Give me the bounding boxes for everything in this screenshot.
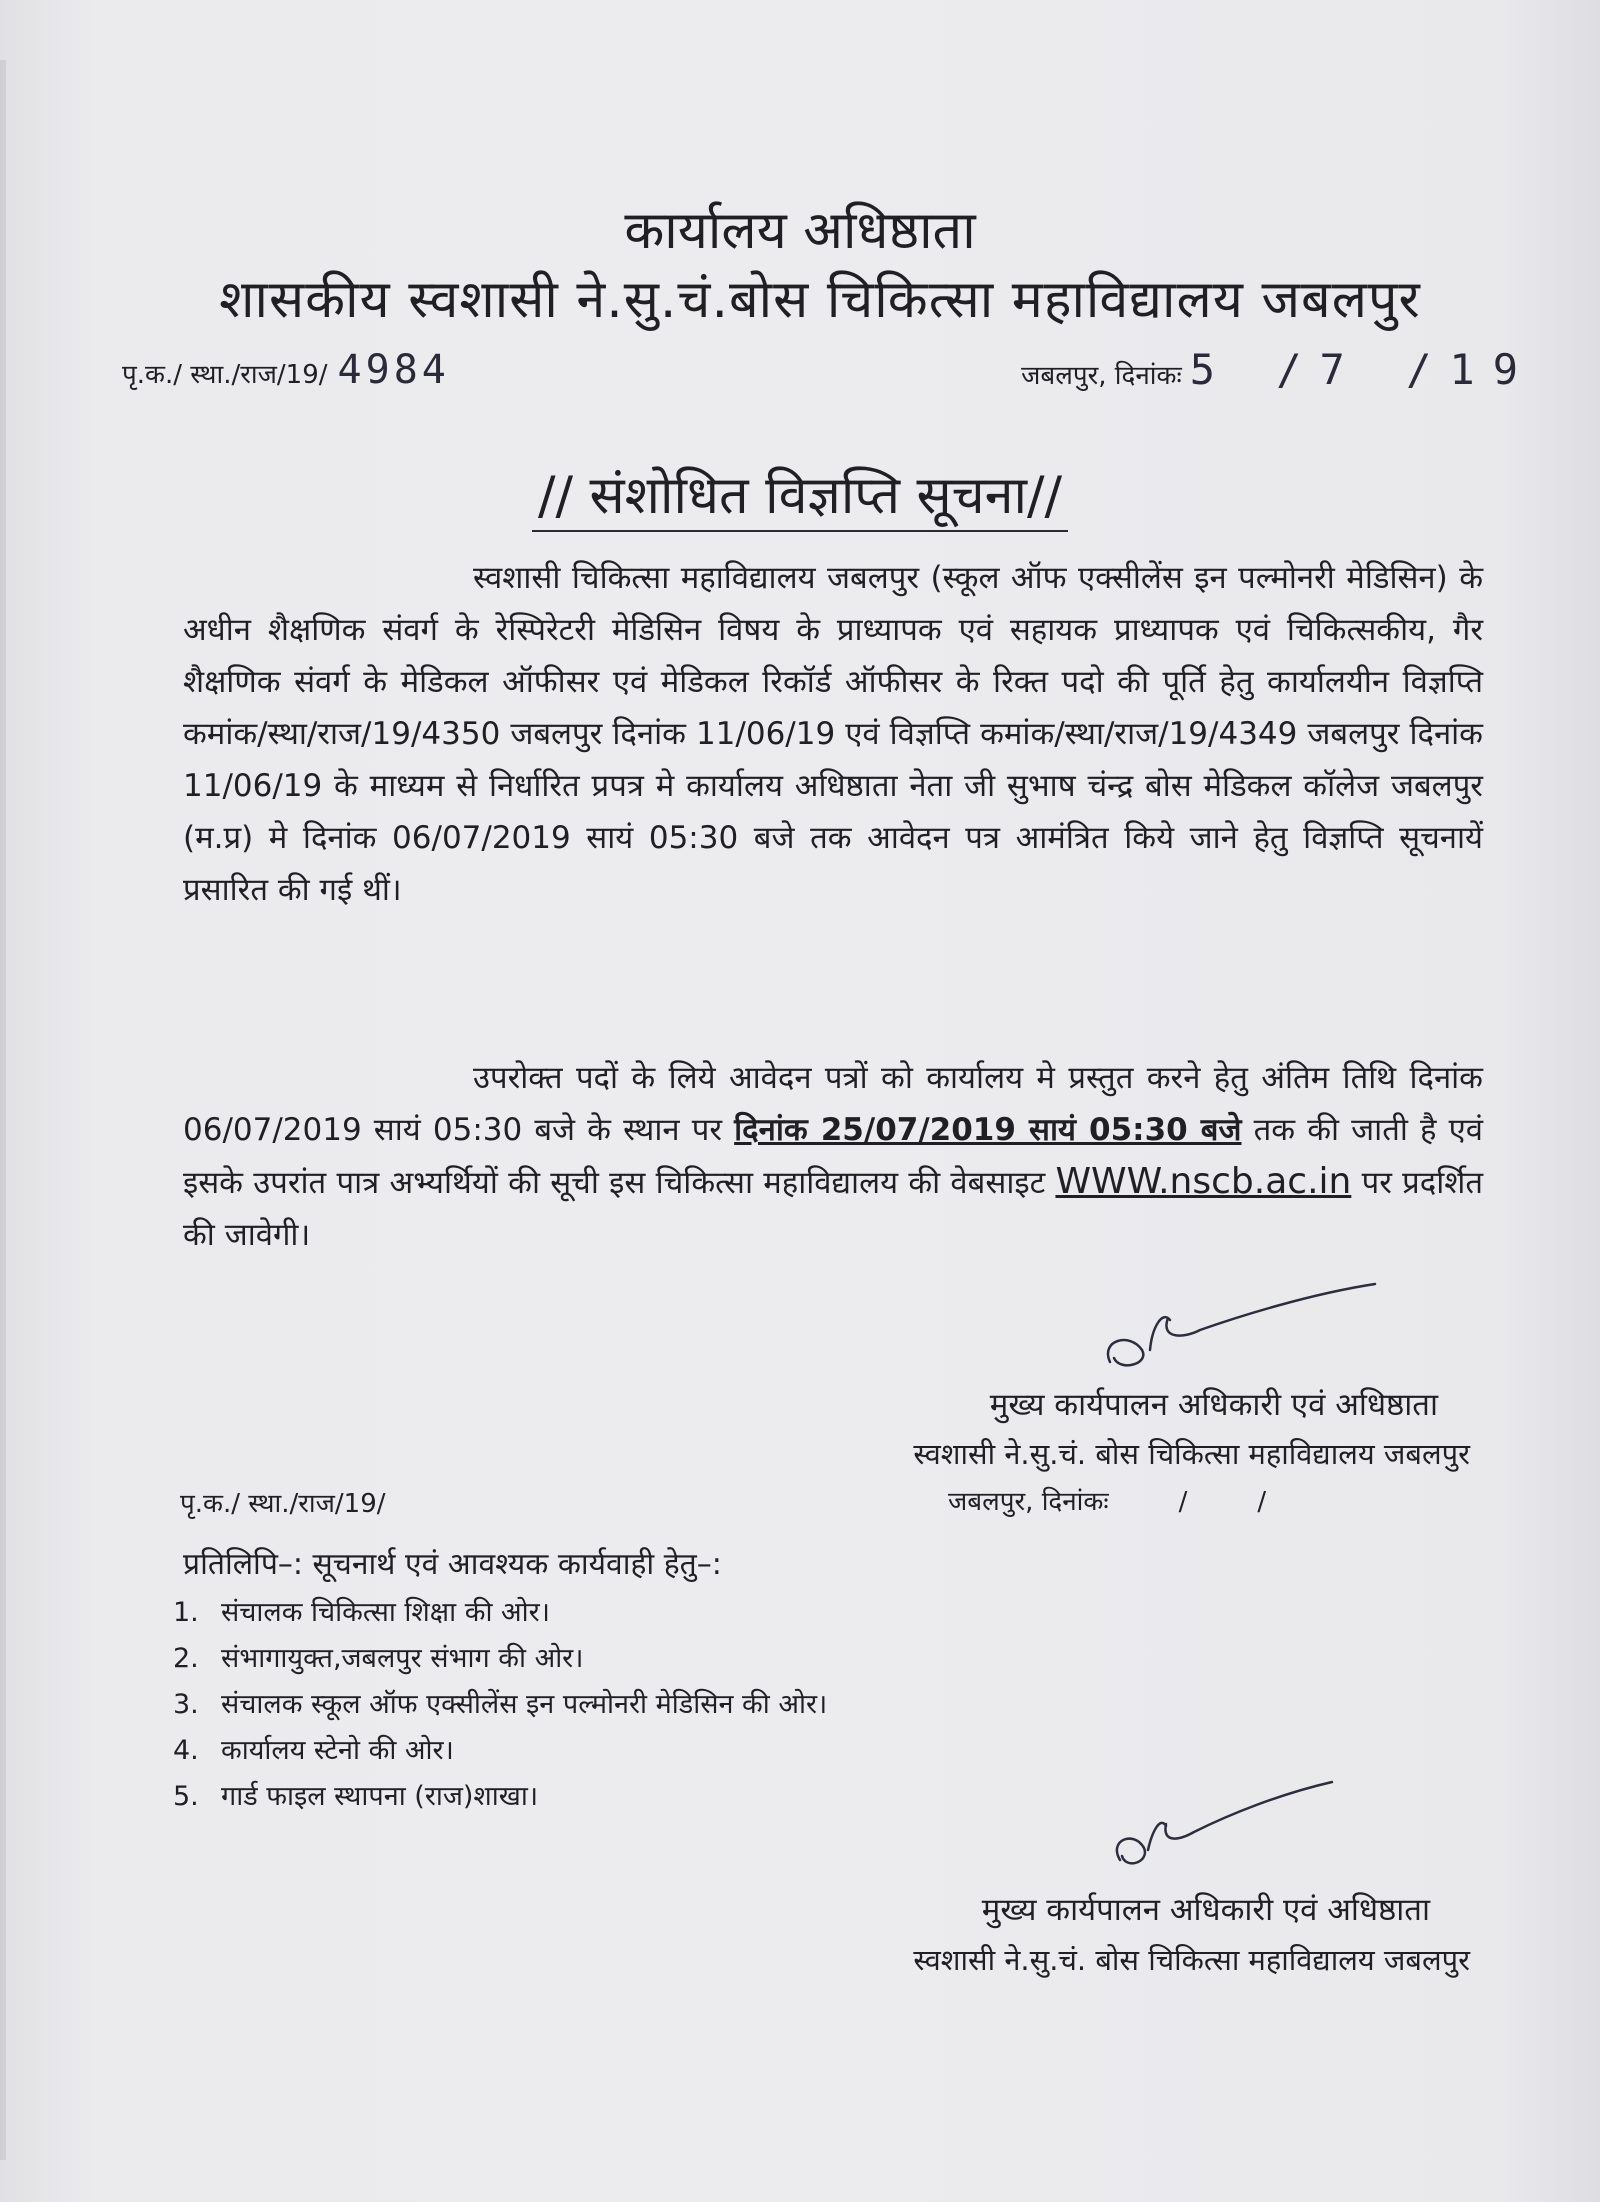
signatory-institution-1: स्वशासी ने.सु.चं. बोस चिकित्सा महाविद्यालय जबलपुर (913, 1437, 1470, 1471)
list-number: 5. (173, 1781, 199, 1812)
office-title: कार्यालय अधिष्ठाता (624, 201, 976, 261)
list-text: गार्ड फाइल स्थापना (राज)शाखा। (221, 1781, 539, 1812)
copy-date (948, 1482, 1266, 1518)
reference-number (122, 347, 450, 393)
list-text: संभागायुक्त,जबलपुर संभाग की ओर। (221, 1643, 584, 1674)
copy-recipients-list (173, 1590, 827, 1820)
copy-heading-bold: प्रतिलिपि (183, 1547, 278, 1582)
signatory-designation-2: मुख्य कार्यपालन अधिकारी एवं अधिष्ठाता (981, 1892, 1430, 1928)
para2-text-b: तक की जाती है एवं इसके उपरांत पात्र अभ्यर्थियों की सूची इस चिकित्सा महाविद्यालय की वेबसाइट (183, 1112, 1484, 1201)
list-item (173, 1774, 827, 1820)
subject-text: // संशोधित विज्ञप्ति सूचना// (532, 466, 1068, 532)
scan-edge (0, 60, 6, 2160)
list-number: 2. (173, 1643, 199, 1674)
list-item (173, 1728, 827, 1774)
list-text: संचालक स्कूल ऑफ एक्सीलेंस इन पल्मोनरी मेडिसिन की ओर। (221, 1689, 828, 1720)
institution-title: शासकीय स्वशासी ने.सु.चं.बोस चिकित्सा महाविद्यालय जबलपुर (219, 270, 1421, 330)
issue-date (1021, 345, 1536, 394)
list-text: कार्यालय स्टेनो की ओर। (221, 1735, 454, 1766)
body-paragraph-2 (183, 1052, 1483, 1261)
signature-2-icon (1100, 1780, 1340, 1890)
body-paragraph-1 (183, 552, 1483, 916)
handwritten-ref-number: 4984 (337, 347, 450, 393)
para2-text-c: पर प्रदर्शित की जावेगी। (183, 1165, 1484, 1253)
list-item (173, 1682, 827, 1728)
copy-date-slash-2: / (1257, 1487, 1267, 1517)
list-item (173, 1636, 827, 1682)
signatory-designation-1: मुख्य कार्यपालन अधिकारी एवं अधिष्ठाता (989, 1387, 1438, 1423)
list-number: 3. (173, 1689, 199, 1720)
reference-prefix: पृ.क./ स्था./राज/19/ (122, 360, 328, 390)
copy-reference-number: पृ.क./ स्था./राज/19/ (180, 1489, 386, 1519)
list-text: संचालक चिकित्सा शिक्षा की ओर। (221, 1597, 550, 1628)
website-link[interactable]: WWW.nscb.ac.in (1055, 1161, 1352, 1202)
date-prefix: जबलपुर, दिनांकः (1021, 361, 1182, 391)
copy-heading-rest: –: सूचनार्थ एवं आवश्यक कार्यवाही हेतु–: (277, 1547, 722, 1582)
copy-date-prefix: जबलपुर, दिनांकः (948, 1487, 1109, 1517)
handwritten-date: 5 /7 /19 (1189, 345, 1536, 394)
list-number: 4. (173, 1735, 199, 1766)
list-number: 1. (173, 1597, 199, 1628)
revised-deadline: दिनांक 25/07/2019 सायं 05:30 बजे (734, 1112, 1242, 1148)
copy-heading (183, 1542, 722, 1583)
notice-subject (0, 458, 1600, 529)
copy-date-slash-1: / (1178, 1487, 1188, 1517)
para1-text: स्वशासी चिकित्सा महाविद्यालय जबलपुर (स्कूल ऑफ एक्सीलेंस इन पल्मोनरी मेडिसिन) के अधीन शैक्षणिक संवर्ग के रेस्पिरेटरी मेडिसिन विषय के प्राध्यापक एवं सहायक प्राध्यापक एवं चिकित्सकीय, गैर शैक्षणिक संवर्ग के मेडिकल ऑफीसर एवं मेडिकल रिकॉर्ड ऑफीसर के रिक्त पदो की पूर्ति हेतु कार्यालयीन विज्ञप्ति कमांक/स्था/राज/19/4350 जबलपुर दिनांक 11/06/19 एवं विज्ञप्ति कमांक/स्था/राज/19/4349 जबलपुर दिनांक 11/06/19 के माध्यम से निर्धारित प्रपत्र मे कार्यालय अधिष्ठाता नेता जी सुभाष चंन्द्र बोस मेडिकल कॉलेज जबलपुर (म.प्र) मे दिनांक 06/07/2019 सायं 05:30 बजे तक आवेदन पत्र आमंत्रित किये जाने हेतु विज्ञप्ति सूचनायें प्रसारित की गई थीं। (183, 560, 1483, 908)
list-item (173, 1590, 827, 1636)
signatory-institution-2: स्वशासी ने.सु.चं. बोस चिकित्सा महाविद्यालय जबलपुर (913, 1943, 1470, 1977)
signature-1-icon (1090, 1280, 1390, 1390)
para2-text-a: उपरोक्त पदों के लिये आवेदन पत्रों को कार्यालय मे प्रस्तुत करने हेतु अंतिम तिथि दिनांक 06/07/2019 सायं 05:30 बजे के स्थान पर (183, 1060, 1483, 1148)
